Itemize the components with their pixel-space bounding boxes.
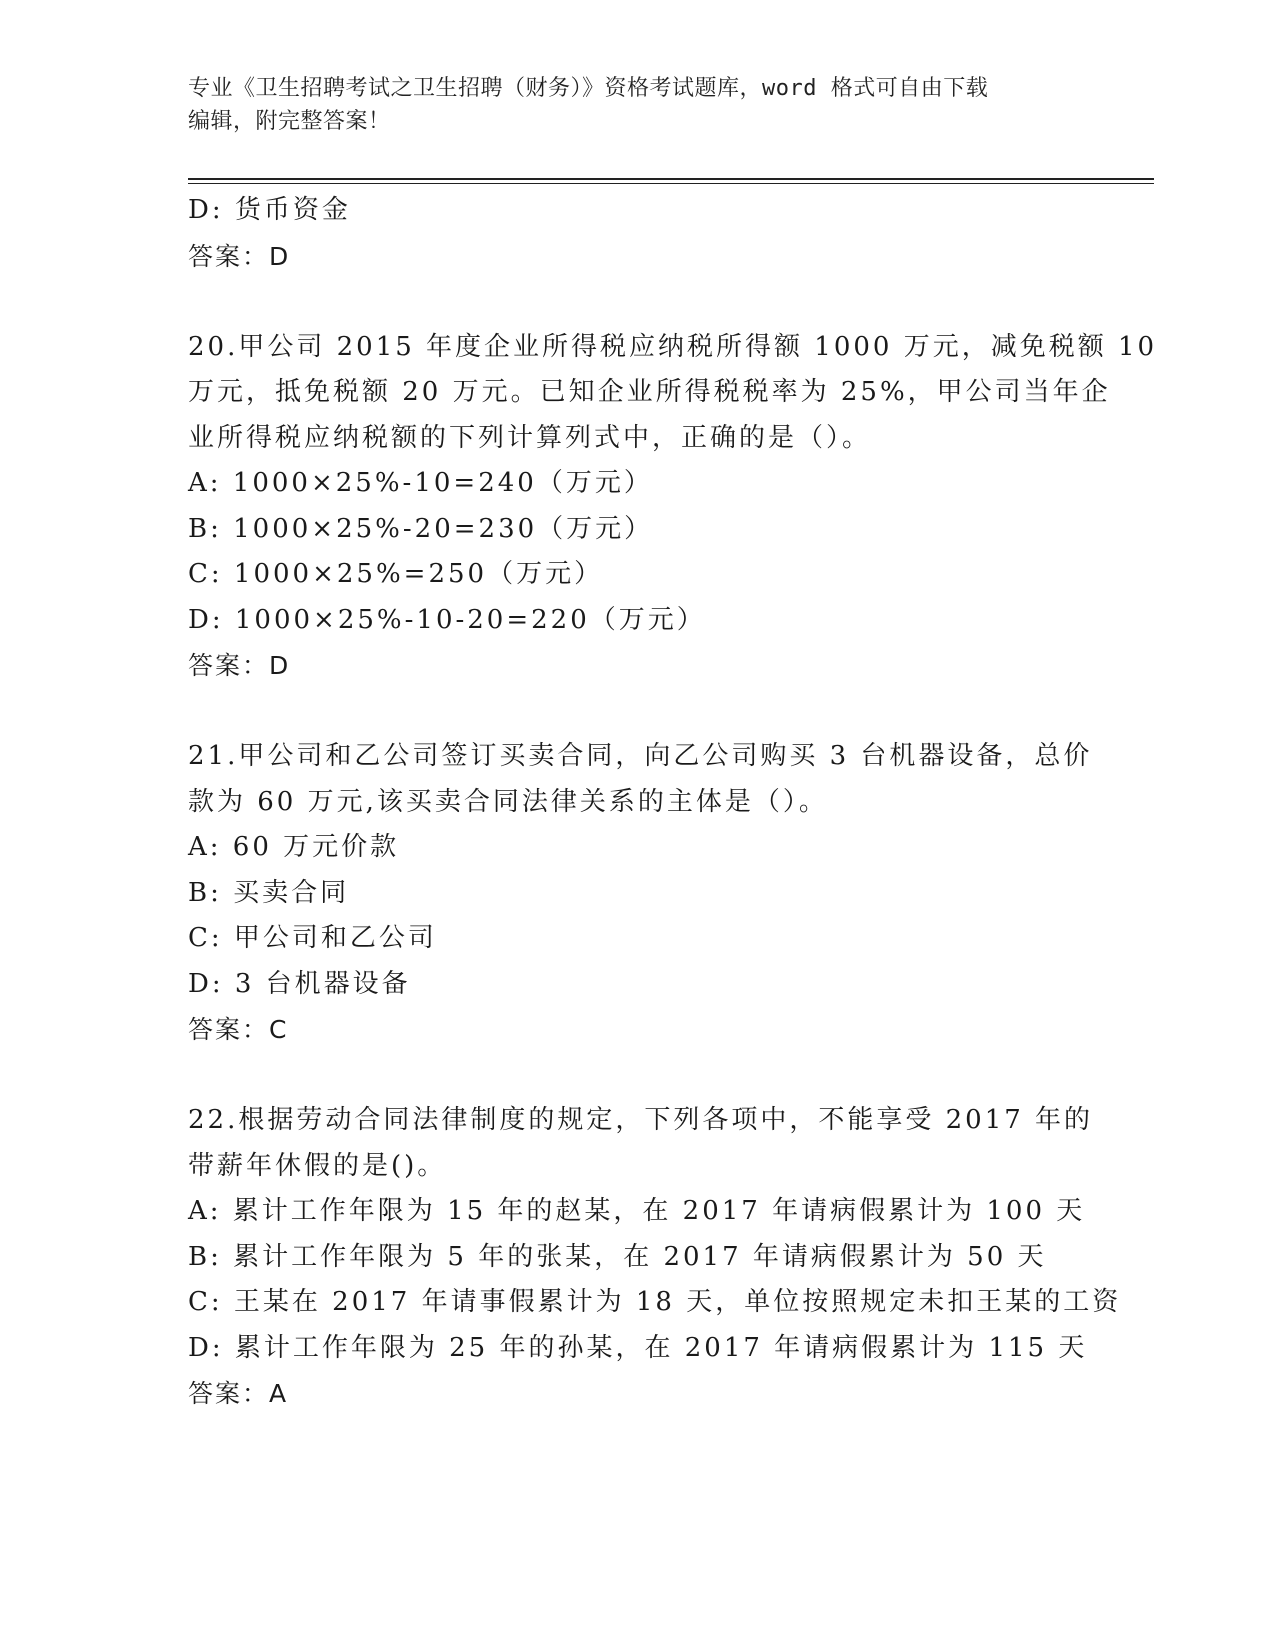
question-22-text-line-1: 22.根据劳动合同法律制度的规定，下列各项中，不能享受 2017 年的 [188,1105,1094,1135]
question-21-text-line-2: 款为 60 万元,该买卖合同法律关系的主体是（）。 [188,786,828,817]
spacer [188,1053,1088,1099]
question-20-option-a: A: 1000×25%-10=240（万元） [188,468,653,498]
header-line-2: 编辑，附完整答案！ [188,109,391,134]
question-22 [188,1098,1122,1417]
question-22-option-d: D: 累计工作年限为 25 年的孙某，在 2017 年请病假累计为 115 天 [188,1332,1088,1363]
question-20-option-b: B: 1000×25%-20=230（万元） [188,513,654,544]
question-21-option-b: B: 买卖合同 [188,877,350,908]
spacer [188,279,1088,325]
question-22-answer: 答案：A [188,1379,289,1408]
question-20 [188,325,1158,689]
question-21 [188,734,1093,1053]
header-line-1: 专业《卫生招聘考试之卫生招聘（财务）》资格考试题库，word 格式可自由下载 [188,76,989,101]
question-21-option-a: A: 60 万元价款 [188,832,400,862]
header-rule-thick [188,178,1154,180]
question-22-option-b: B: 累计工作年限为 5 年的张某，在 2017 年请病假累计为 50 天 [188,1241,1047,1272]
question-20-answer: 答案：D [188,651,291,680]
question-content [188,188,1158,1417]
question-21-option-d: D: 3 台机器设备 [188,968,411,999]
question-22-option-a: A: 累计工作年限为 15 年的赵某，在 2017 年请病假累计为 100 天 [188,1196,1086,1226]
question-21-option-c: C: 甲公司和乙公司 [188,923,437,953]
page-header [188,72,1068,138]
question-20-option-d: D: 1000×25%-10-20=220（万元） [188,604,706,635]
question-22-text-line-2: 带薪年休假的是()。 [188,1150,447,1181]
question-21-text-line-1: 21.甲公司和乙公司签订买卖合同，向乙公司购买 3 台机器设备，总价 [188,741,1093,771]
question-20-text-line-2: 万元，抵免税额 20 万元。已知企业所得税税率为 25%，甲公司当年企 [188,377,1111,407]
question-20-option-c: C: 1000×25%=250（万元） [188,559,604,589]
question-21-answer: 答案：C [188,1015,289,1044]
question-22-option-c: C: 王某在 2017 年请事假累计为 18 天，单位按照规定未扣王某的工资 [188,1287,1122,1317]
header-rule-thin [188,183,1154,184]
question-20-text-line-1: 20.甲公司 2015 年度企业所得税应纳税所得额 1000 万元，减免税额 10 [188,331,1158,362]
prev-answer: 答案：D [188,241,291,271]
prev-option-d: D: 货币资金 [188,195,351,225]
question-20-text-line-3: 业所得税应纳税额的下列计算列式中，正确的是（）。 [188,422,872,453]
spacer [188,689,1088,735]
